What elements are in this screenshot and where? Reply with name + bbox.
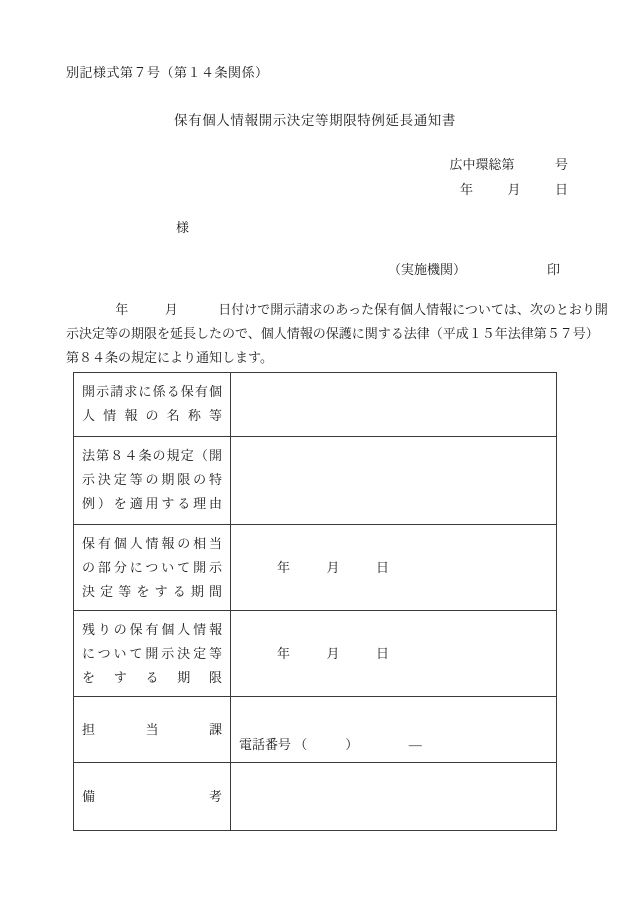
- body-line-1: [66, 298, 608, 322]
- telephone-label: 電話番号: [239, 737, 292, 752]
- row-label-period-for-substantial-portion: [74, 525, 231, 611]
- label-line: 例）を適用する理由: [82, 496, 222, 511]
- body-paragraph: [66, 298, 608, 370]
- form-id: 別記様式第７号（第１４条関係）: [66, 65, 269, 80]
- issue-number-label: 広中環総第: [449, 157, 515, 172]
- label-line: 示決定等の期限の特: [82, 472, 222, 487]
- label-line: の部分について開示: [82, 560, 222, 575]
- issue-date-year: 年: [459, 182, 473, 197]
- table-row: [74, 611, 557, 697]
- issuing-organ-row: [388, 259, 560, 278]
- value-date-year: 年: [277, 645, 291, 661]
- value-date-month: 月: [326, 645, 340, 661]
- body-line-1-rest: 開示請求のあった保有個人情報については、次のとおり開: [270, 302, 608, 317]
- telephone-field: [231, 733, 556, 762]
- issuing-organ-label: （実施機関）: [388, 262, 467, 277]
- issue-date-month: 月: [507, 182, 521, 197]
- issue-meta-block: [449, 152, 568, 202]
- label-line: 担当課: [82, 722, 222, 737]
- telephone-close-paren: ）: [345, 737, 359, 752]
- request-date-year: 年: [115, 302, 129, 317]
- value-date: [231, 556, 556, 580]
- value-date: [231, 642, 556, 666]
- row-label-responsible-section: [74, 697, 231, 763]
- row-value-reason-for-applying-article-84[interactable]: [231, 437, 557, 525]
- telephone-open-paren: （: [294, 737, 308, 752]
- value-date-month: 月: [326, 559, 340, 575]
- label-line: 人情報の名称等: [82, 408, 222, 423]
- table-row: [74, 525, 557, 611]
- addressee-honorific: 様: [176, 220, 190, 235]
- label-line: 開示請求に係る保有個: [82, 384, 222, 399]
- issue-date-line: [449, 177, 568, 202]
- table-row: [74, 373, 557, 437]
- page-title: 保有個人情報開示決定等期限特例延長通知書: [174, 113, 456, 128]
- row-label-deadline-for-remaining-information: [74, 611, 231, 697]
- issue-date-day: 日: [554, 182, 568, 197]
- seal-icon: 印: [546, 262, 560, 277]
- row-value-remarks[interactable]: [231, 763, 557, 831]
- row-value-deadline-for-remaining-information[interactable]: [231, 611, 557, 697]
- notification-table: [73, 372, 557, 831]
- body-line-3: 第８４条の規定により通知します。: [66, 350, 273, 365]
- telephone-dash: ―: [408, 737, 422, 752]
- label-line: について開示決定等: [82, 646, 222, 661]
- row-label-reason-for-applying-article-84: [74, 437, 231, 525]
- value-date-day: 日: [376, 645, 390, 661]
- value-date-day: 日: [376, 559, 390, 575]
- row-value-period-for-substantial-portion[interactable]: [231, 525, 557, 611]
- body-line-2: 示決定等の期限を延長したので、個人情報の保護に関する法律（平成１５年法律第５７号）: [66, 326, 599, 341]
- row-value-disclosure-request-name[interactable]: [231, 373, 557, 437]
- row-label-remarks: [74, 763, 231, 831]
- table-row: [74, 763, 557, 831]
- table-row: [74, 437, 557, 525]
- row-value-responsible-section[interactable]: [231, 697, 557, 763]
- table-row: [74, 697, 557, 763]
- value-date-year: 年: [277, 559, 291, 575]
- label-line: をする期限: [82, 670, 222, 685]
- issue-number-line: [449, 152, 568, 177]
- label-line: 備考: [82, 789, 222, 804]
- issue-number-suffix: 号: [554, 157, 568, 172]
- row-label-disclosure-request-name: [74, 373, 231, 437]
- request-date-day-suffix: 日付けで: [218, 302, 271, 317]
- label-line: 法第８４条の規定（開: [82, 448, 222, 463]
- label-line: 決定等をする期間: [82, 584, 222, 599]
- request-date-month: 月: [164, 302, 178, 317]
- label-line: 保有個人情報の相当: [82, 536, 222, 551]
- label-line: 残りの保有個人情報: [82, 622, 222, 637]
